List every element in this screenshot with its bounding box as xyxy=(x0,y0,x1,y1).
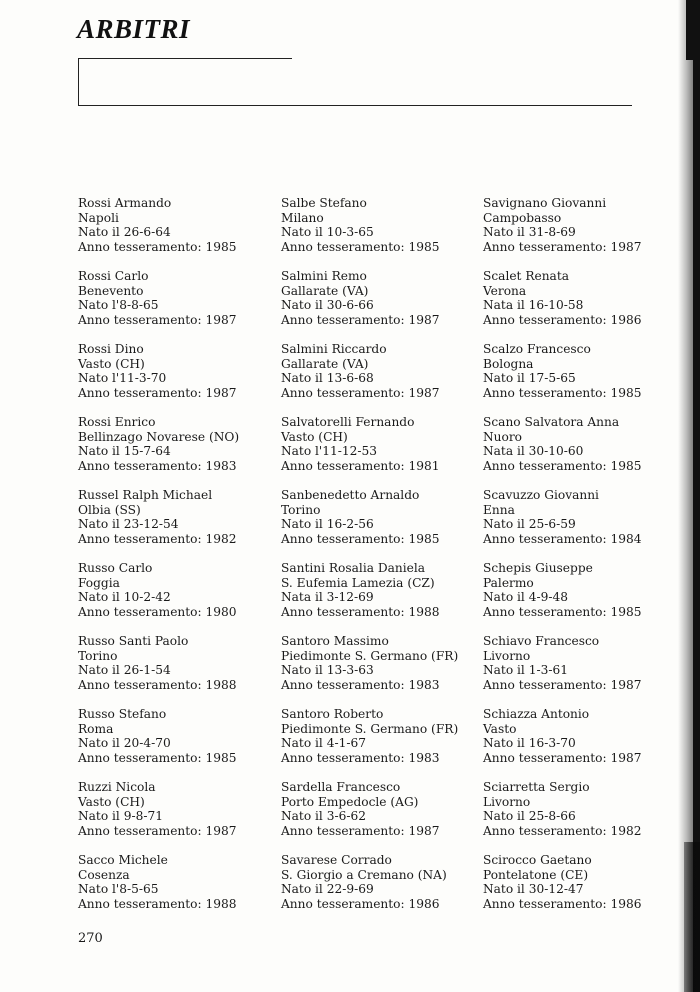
referee-place: Roma xyxy=(78,721,114,736)
referee-birth: Nato il 15-7-64 xyxy=(78,444,171,459)
referee-year: Anno tesseramento: 1986 xyxy=(281,896,440,911)
referee-name: Sardella Francesco xyxy=(281,780,401,794)
referee-name: Ruzzi Nicola xyxy=(78,780,156,794)
referee-entry xyxy=(483,780,683,853)
referee-entry xyxy=(483,488,683,561)
referee-place: Napoli xyxy=(78,210,119,225)
referee-birth: Nato il 30-12-47 xyxy=(483,882,584,897)
referee-name: Rossi Carlo xyxy=(78,269,149,283)
referee-column-1 xyxy=(78,196,278,926)
referee-entry xyxy=(483,415,683,488)
referee-year: Anno tesseramento: 1987 xyxy=(281,823,440,838)
referee-year: Anno tesseramento: 1986 xyxy=(483,896,642,911)
referee-place: Torino xyxy=(78,648,118,663)
referee-place: Livorno xyxy=(483,648,531,663)
referee-place: Porto Empedocle (AG) xyxy=(281,794,419,809)
referee-entry xyxy=(281,634,481,707)
referee-year: Anno tesseramento: 1981 xyxy=(281,458,440,473)
header-rule-top xyxy=(78,58,292,59)
referee-year: Anno tesseramento: 1985 xyxy=(281,239,440,254)
referee-entry xyxy=(281,269,481,342)
referee-name: Scavuzzo Giovanni xyxy=(483,488,599,502)
referee-entry xyxy=(483,269,683,342)
referee-entry xyxy=(483,342,683,415)
referee-year: Anno tesseramento: 1987 xyxy=(281,312,440,327)
referee-place: S. Giorgio a Cremano (NA) xyxy=(281,867,447,882)
referee-place: Vasto (CH) xyxy=(281,429,348,444)
referee-birth: Nato il 22-9-69 xyxy=(281,882,374,897)
referee-entry xyxy=(281,780,481,853)
referee-entry xyxy=(483,707,683,780)
referee-name: Salmini Riccardo xyxy=(281,342,387,356)
referee-name: Santini Rosalia Daniela xyxy=(281,561,426,575)
referee-name: Schepis Giuseppe xyxy=(483,561,593,575)
referee-place: Foggia xyxy=(78,575,120,590)
referee-column-3 xyxy=(483,196,683,926)
referee-birth: Nato il 31-8-69 xyxy=(483,225,576,240)
referee-birth: Nato il 16-2-56 xyxy=(281,517,374,532)
referee-year: Anno tesseramento: 1982 xyxy=(78,531,237,546)
referee-place: Torino xyxy=(281,502,321,517)
referee-birth: Nato il 13-6-68 xyxy=(281,371,374,386)
referee-entry xyxy=(78,488,278,561)
page-number: 270 xyxy=(78,931,103,946)
referee-name: Rossi Dino xyxy=(78,342,144,356)
referee-year: Anno tesseramento: 1980 xyxy=(78,604,237,619)
referee-place: Piedimonte S. Germano (FR) xyxy=(281,648,459,663)
referee-place: Livorno xyxy=(483,794,531,809)
referee-year: Anno tesseramento: 1986 xyxy=(483,312,642,327)
header-rule-left xyxy=(78,58,79,105)
referee-entry xyxy=(78,707,278,780)
referee-year: Anno tesseramento: 1983 xyxy=(281,677,440,692)
referee-birth: Nato il 9-8-71 xyxy=(78,809,163,824)
referee-name: Santoro Roberto xyxy=(281,707,384,721)
referee-year: Anno tesseramento: 1985 xyxy=(483,604,642,619)
referee-entry xyxy=(78,634,278,707)
referee-birth: Nata il 16-10-58 xyxy=(483,298,584,313)
referee-birth: Nato il 4-1-67 xyxy=(281,736,366,751)
referee-year: Anno tesseramento: 1983 xyxy=(78,458,237,473)
referee-entry xyxy=(483,196,683,269)
referee-place: Gallarate (VA) xyxy=(281,283,369,298)
referee-name: Santoro Massimo xyxy=(281,634,389,648)
referee-year: Anno tesseramento: 1987 xyxy=(483,750,642,765)
referee-place: Cosenza xyxy=(78,867,130,882)
referee-name: Scirocco Gaetano xyxy=(483,853,592,867)
referee-entry xyxy=(281,415,481,488)
referee-year: Anno tesseramento: 1988 xyxy=(78,896,237,911)
referee-name: Scalet Renata xyxy=(483,269,569,283)
referee-entry xyxy=(483,561,683,634)
referee-place: Nuoro xyxy=(483,429,523,444)
referee-birth: Nato il 16-3-70 xyxy=(483,736,576,751)
referee-name: Sciarretta Sergio xyxy=(483,780,590,794)
referee-name: Russel Ralph Michael xyxy=(78,488,213,502)
referee-year: Anno tesseramento: 1987 xyxy=(281,385,440,400)
referee-name: Sacco Michele xyxy=(78,853,168,867)
referee-name: Salbe Stefano xyxy=(281,196,367,210)
page-title: ARBITRI xyxy=(77,14,191,44)
referee-birth: Nato il 30-6-66 xyxy=(281,298,374,313)
referee-year: Anno tesseramento: 1987 xyxy=(78,385,237,400)
referee-name: Rossi Armando xyxy=(78,196,172,210)
referee-entry xyxy=(281,707,481,780)
referee-name: Schiazza Antonio xyxy=(483,707,590,721)
referee-birth: Nato il 13-3-63 xyxy=(281,663,374,678)
referee-place: Campobasso xyxy=(483,210,562,225)
referee-birth: Nato il 20-4-70 xyxy=(78,736,171,751)
referee-birth: Nato il 10-3-65 xyxy=(281,225,374,240)
referee-place: Enna xyxy=(483,502,515,517)
referee-year: Anno tesseramento: 1987 xyxy=(483,677,642,692)
referee-place: Vasto xyxy=(483,721,517,736)
referee-year: Anno tesseramento: 1985 xyxy=(281,531,440,546)
referee-entry xyxy=(281,342,481,415)
referee-name: Schiavo Francesco xyxy=(483,634,600,648)
referee-place: Palermo xyxy=(483,575,534,590)
referee-entry xyxy=(483,634,683,707)
referee-name: Salmini Remo xyxy=(281,269,367,283)
referee-column-2 xyxy=(281,196,481,926)
referee-name: Savignano Giovanni xyxy=(483,196,607,210)
referee-place: Pontelatone (CE) xyxy=(483,867,589,882)
referee-year: Anno tesseramento: 1983 xyxy=(281,750,440,765)
referee-year: Anno tesseramento: 1987 xyxy=(78,312,237,327)
referee-name: Russo Stefano xyxy=(78,707,167,721)
referee-entry xyxy=(78,415,278,488)
referee-year: Anno tesseramento: 1987 xyxy=(483,239,642,254)
referee-birth: Nato il 10-2-42 xyxy=(78,590,171,605)
referee-entry xyxy=(78,561,278,634)
referee-birth: Nato il 23-12-54 xyxy=(78,517,179,532)
referee-entry xyxy=(78,853,278,926)
referee-birth: Nata il 3-12-69 xyxy=(281,590,374,605)
referee-name: Sanbenedetto Arnaldo xyxy=(281,488,420,502)
referee-year: Anno tesseramento: 1984 xyxy=(483,531,642,546)
referee-name: Salvatorelli Fernando xyxy=(281,415,415,429)
referee-birth: Nato il 26-1-54 xyxy=(78,663,171,678)
referee-year: Anno tesseramento: 1985 xyxy=(483,458,642,473)
referee-place: Vasto (CH) xyxy=(78,794,145,809)
referee-birth: Nato il 25-8-66 xyxy=(483,809,576,824)
referee-place: Olbia (SS) xyxy=(78,502,141,517)
referee-place: Bologna xyxy=(483,356,534,371)
referee-entry xyxy=(78,269,278,342)
referee-birth: Nato il 4-9-48 xyxy=(483,590,568,605)
referee-birth: Nato il 25-6-59 xyxy=(483,517,576,532)
page-binding-top xyxy=(686,0,700,60)
referee-name: Savarese Corrado xyxy=(281,853,392,867)
referee-entry xyxy=(281,853,481,926)
referee-year: Anno tesseramento: 1985 xyxy=(78,239,237,254)
referee-name: Rossi Enrico xyxy=(78,415,156,429)
referee-birth: Nato l'8-5-65 xyxy=(78,882,159,897)
referee-entry xyxy=(281,488,481,561)
referee-name: Scano Salvatora Anna xyxy=(483,415,620,429)
header-rule-bottom xyxy=(78,105,632,106)
referee-place: S. Eufemia Lamezia (CZ) xyxy=(281,575,435,590)
referee-year: Anno tesseramento: 1988 xyxy=(281,604,440,619)
referee-birth: Nato il 17-5-65 xyxy=(483,371,576,386)
referee-name: Scalzo Francesco xyxy=(483,342,591,356)
referee-place: Bellinzago Novarese (NO) xyxy=(78,429,240,444)
referee-place: Benevento xyxy=(78,283,144,298)
referee-year: Anno tesseramento: 1988 xyxy=(78,677,237,692)
referee-birth: Nato il 26-6-64 xyxy=(78,225,171,240)
referee-birth: Nato l'8-8-65 xyxy=(78,298,159,313)
referee-place: Milano xyxy=(281,210,324,225)
page-binding-bottom xyxy=(684,842,700,992)
referee-birth: Nato l'11-12-53 xyxy=(281,444,378,459)
referee-place: Verona xyxy=(483,283,527,298)
referee-birth: Nato il 1-3-61 xyxy=(483,663,568,678)
referee-entry xyxy=(281,196,481,269)
referee-entry xyxy=(281,561,481,634)
referee-birth: Nato il 3-6-62 xyxy=(281,809,366,824)
referee-birth: Nato l'11-3-70 xyxy=(78,371,167,386)
referee-entry xyxy=(483,853,683,926)
referee-year: Anno tesseramento: 1985 xyxy=(78,750,237,765)
referee-entry xyxy=(78,342,278,415)
referee-name: Russo Santi Paolo xyxy=(78,634,189,648)
referee-year: Anno tesseramento: 1987 xyxy=(78,823,237,838)
referee-place: Vasto (CH) xyxy=(78,356,145,371)
referee-place: Gallarate (VA) xyxy=(281,356,369,371)
referee-place: Piedimonte S. Germano (FR) xyxy=(281,721,459,736)
referee-year: Anno tesseramento: 1985 xyxy=(483,385,642,400)
referee-entry xyxy=(78,780,278,853)
referee-year: Anno tesseramento: 1982 xyxy=(483,823,642,838)
referee-name: Russo Carlo xyxy=(78,561,153,575)
referee-entry xyxy=(78,196,278,269)
referee-birth: Nata il 30-10-60 xyxy=(483,444,584,459)
